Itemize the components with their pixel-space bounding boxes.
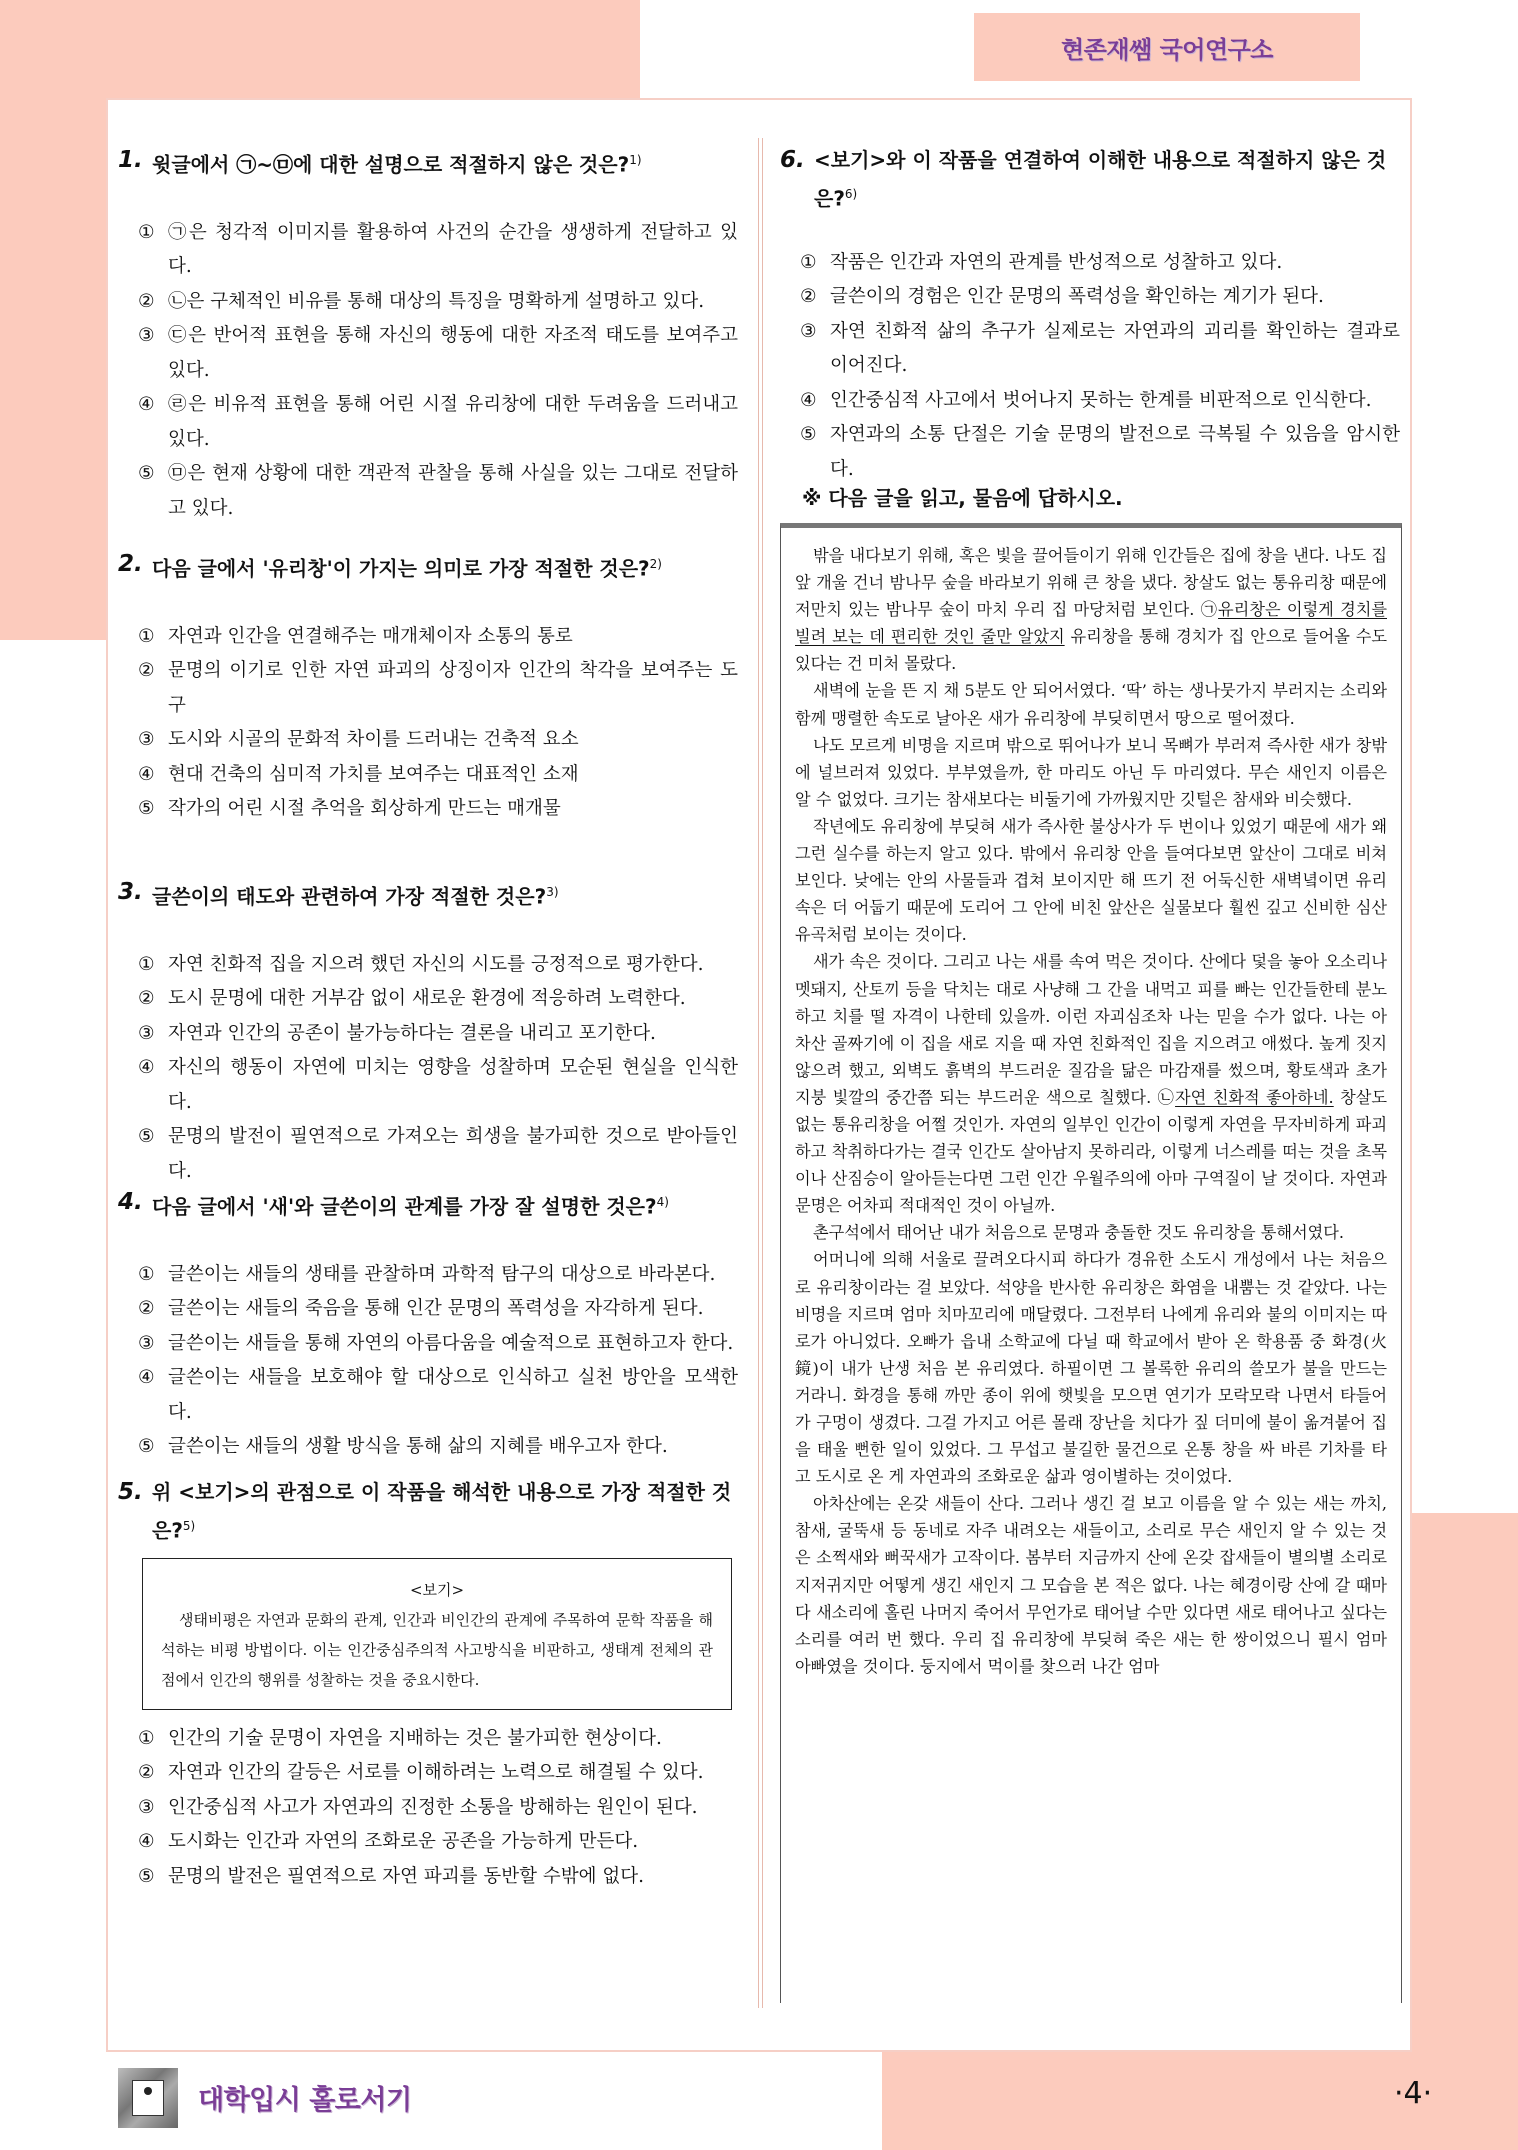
choice-list — [118, 1258, 738, 1465]
question-number: 4. — [118, 1189, 143, 1215]
choice-option[interactable]: ③ 글쓴이는 새들을 통해 자연의 아름다움을 예술적으로 표현하고자 한다. — [138, 1332, 734, 1354]
footnote-marker: 2) — [649, 557, 662, 571]
reading-instruction: ※ 다음 글을 읽고, 물음에 답하시오. — [802, 486, 1123, 510]
question-1 — [118, 143, 738, 547]
question-number: 2. — [118, 551, 143, 577]
passage-paragraph: 나도 모르게 비명을 지르며 밖으로 뛰어나가 보니 목뼈가 부러져 즉사한 새가 창밖에 널브러져 있었다. 부부였을까, 한 마리도 아닌 두 마리였다. 무슨 새인지 이름은 알 수 없었다. 크기는 참새보다는 비둘기에 가까웠지만 깃털은 참새와 비슷했다. — [795, 735, 1387, 809]
choice-option[interactable]: ③ ㉢은 반어적 표현을 통해 자신의 행동에 대한 자조적 태도를 보여주고 있다. — [138, 325, 738, 381]
choice-option[interactable]: ① ㉠은 청각적 이미지를 활용하여 사건의 순간을 생생하게 전달하고 있다. — [138, 221, 738, 278]
annotation-marker-2: ㉡ — [1157, 1087, 1176, 1107]
choice-option[interactable]: ④ 자신의 행동이 자연에 미치는 영향을 성찰하며 모순된 현실을 인식한다. — [138, 1057, 738, 1113]
choice-option[interactable]: ④ 현대 건축의 심미적 가치를 보여주는 대표적인 소재 — [138, 763, 579, 785]
right-column — [780, 143, 1400, 2003]
passage-paragraph: 작년에도 유리창에 부딪혀 새가 즉사한 불상사가 두 번이나 있었기 때문에 새가 왜 그런 실수를 하는지 알고 있다. 밖에서 유리창 안을 들여다보면 앞산이 그대로 비쳐 보인다. 낮에는 안의 사물들과 겹쳐 보이지만 해 뜨기 전 어둑신한 새벽녘이면 유리 속은 더 어둡기 때문에 도리어 그 안에 비친 앞산은 실물보다 훨씬 깊고 신비한 심산유곡처럼 보이는 것이다. — [795, 816, 1387, 945]
choice-option[interactable]: ④ 도시화는 인간과 자연의 조화로운 공존을 가능하게 만든다. — [138, 1831, 639, 1853]
choice-list — [118, 948, 738, 1190]
choice-list — [118, 216, 738, 527]
footnote-marker: 4) — [656, 1195, 669, 1209]
footer-title: 대학입시 홀로서기 — [198, 2085, 412, 2116]
reading-passage — [780, 523, 1402, 2003]
choice-list — [118, 620, 738, 827]
question-title: 3. 글쓴이의 태도와 관련하여 가장 적절한 것은?$^{3)}$ — [118, 875, 738, 914]
bogi-box — [142, 1558, 732, 1710]
choice-list — [118, 1722, 738, 1895]
bogi-title: <보기> — [409, 1580, 465, 1599]
bogi-body: 생태비평은 자연과 문화의 관계, 인간과 비인간의 관계에 주목하여 문학 작품을 해석하는 비평 방법이다. 이는 인간중심주의적 사고방식을 비판하고, 생태계 전체의 관점에서 인간의 행위를 성찰하는 것을 중요시한다. — [161, 1610, 713, 1689]
choice-option[interactable]: ④ 글쓴이는 새들을 보호해야 할 대상으로 인식하고 실천 방안을 모색한다. — [138, 1367, 738, 1423]
choice-list — [780, 246, 1400, 488]
choice-option[interactable]: ③ 도시와 시골의 문화적 차이를 드러내는 건축적 요소 — [138, 729, 579, 751]
question-number: 1. — [118, 147, 143, 173]
footnote-marker: 6) — [844, 187, 858, 201]
question-title: 6. <보기>와 이 작품을 연결하여 이해한 내용으로 적절하지 않은 것은?$^{6)}$ — [780, 143, 1400, 216]
question-title: 2. 다음 글에서 '유리창'이 가지는 의미로 가장 적절한 것은?$^{2)}$ — [118, 547, 738, 586]
column-divider — [758, 138, 763, 2008]
footer-logo-image — [118, 2068, 178, 2128]
choice-option[interactable]: ④ 인간중심적 사고에서 벗어나지 못하는 한계를 비판적으로 인식한다. — [800, 389, 1372, 411]
underlined-phrase-1: 유리창은 이렇게 경치를 빌려 보는 데 편리한 것인 줄만 알았지 — [795, 600, 1387, 647]
choice-option[interactable]: ① 글쓴이는 새들의 생태를 관찰하며 과학적 탐구의 대상으로 바라본다. — [138, 1263, 716, 1285]
passage-paragraph: 새가 속은 것이다. 그리고 나는 새를 속여 먹은 것이다. 산에다 덫을 놓아 오소리나 멧돼지, 산토끼 등을 닥치는 대로 사냥해 그 간을 내먹고 피를 빠는 인간들한테 분노하고 치를 떨 자격이 나한테 있을까. 이런 자괴심조차 나는 믿을 수가 없다. 나는 아차산 골짜기에 이 집을 새로 지을 때 자연 친화적인 집을 지으려고 애썼다. 높게 짓지 않으려 했고, 외벽도 흙벽의 부드러운 질감을 닮은 마감재를 썼으며, 황토색과 초가지붕 빛깔의 중간쯤 되는 부드러운 색으로 칠했다. ㉡자연 친화적 좋아하네. 창살도 없는 통유리창을 어쩔 것인가. 자연의 일부인 인간이 이렇게 자연을 무자비하게 파괴하고 착취하다가는 결국 인간도 살아남지 못하리라, 이렇게 너스레를 떠는 것을 초목이나 산짐승이 알아듣는다면 그런 인간 우월주의에 아마 구역질이 날 것이다. 자연과 문명은 어차피 적대적인 것이 아닐까. — [795, 952, 1388, 1216]
question-title: 1. 윗글에서 ㉠~㉤에 대한 설명으로 적절하지 않은 것은?$^{1)}$ — [118, 143, 738, 182]
choice-option[interactable]: ⑤ 글쓴이는 새들의 생활 방식을 통해 삶의 지혜를 배우고자 한다. — [138, 1436, 668, 1458]
choice-option[interactable]: ② 자연과 인간의 갈등은 서로를 이해하려는 노력으로 해결될 수 있다. — [138, 1762, 704, 1784]
choice-option[interactable]: ④ ㉣은 비유적 표현을 통해 어린 시절 유리창에 대한 두려움을 드러내고 있다. — [138, 394, 738, 450]
choice-option[interactable]: ① 작품은 인간과 자연의 관계를 반성적으로 성찰하고 있다. — [800, 251, 1283, 273]
header-brand-text: 현존재쌤 국어연구소 — [1060, 35, 1273, 64]
signboard-icon — [132, 2080, 164, 2116]
question-number: 5. — [118, 1479, 143, 1505]
choice-option[interactable]: ⑤ ㉤은 현재 상황에 대한 객관적 관찰을 통해 사실을 있는 그대로 전달하고 있다. — [138, 463, 738, 519]
passage-paragraph: 아차산에는 온갖 새들이 산다. 그러나 생긴 걸 보고 이름을 알 수 있는 새는 까치, 참새, 굴뚝새 등 동네로 자주 내려오는 새들이고, 소리로 무슨 새인지 알 수 있는 것은 소쩍새와 뻐꾹새가 고작이다. 봄부터 지금까지 산에 온갖 잡새들이 별의별 소리로 지저귀지만 어떻게 생긴 새인지 그 모습을 본 적은 없다. 나는 혜경이랑 산에 갈 때마다 새소리에 홀린 나머지 죽어서 무언가로 태어날 수만 있다면 새로 태어나고 싶다는 소리를 여러 번 했다. 우리 집 유리창에 부딪혀 죽은 새는 한 쌍이었으니 필시 엄마 아빠였을 것이다. 둥지에서 먹이를 찾으러 나간 엄마 — [795, 1494, 1387, 1676]
choice-option[interactable]: ③ 자연 친화적 삶의 추구가 실제로는 자연과의 괴리를 확인하는 결과로 이어진다. — [800, 320, 1400, 377]
choice-option[interactable]: ② 글쓴이의 경험은 인간 문명의 폭력성을 확인하는 계기가 된다. — [800, 286, 1324, 308]
page-number: ·4· — [1394, 2076, 1433, 2111]
question-3 — [118, 875, 738, 1185]
footnote-marker: 3) — [546, 885, 559, 899]
question-title: 5. 위 <보기>의 관점으로 이 작품을 해석한 내용으로 가장 적절한 것은?$^{5)}$ — [118, 1475, 738, 1548]
choice-option[interactable]: ② 도시 문명에 대한 거부감 없이 새로운 환경에 적응하려 노력한다. — [138, 988, 686, 1010]
question-number: 6. — [780, 147, 805, 173]
decorative-pink-strip-left — [0, 0, 106, 640]
footnote-marker: 5) — [182, 1519, 196, 1533]
question-6 — [780, 143, 1400, 481]
question-title: 4. 다음 글에서 '새'와 글쓴이의 관계를 가장 잘 설명한 것은?$^{4)}$ — [118, 1185, 738, 1224]
question-number: 3. — [118, 879, 143, 905]
choice-option[interactable]: ② 글쓴이는 새들의 죽음을 통해 인간 문명의 폭력성을 자각하게 된다. — [138, 1298, 704, 1320]
choice-option[interactable]: ⑤ 자연과의 소통 단절은 기술 문명의 발전으로 극복될 수 있음을 암시한다. — [800, 424, 1400, 480]
choice-option[interactable]: ① 자연과 인간을 연결해주는 매개체이자 소통의 통로 — [138, 625, 573, 647]
choice-option[interactable]: ⑤ 문명의 발전은 필연적으로 자연 파괴를 동반할 수밖에 없다. — [138, 1865, 644, 1887]
choice-option[interactable]: ⑤ 작가의 어린 시절 추억을 회상하게 만드는 매개물 — [138, 798, 561, 820]
choice-option[interactable]: ① 인간의 기술 문명이 자연을 지배하는 것은 불가피한 현상이다. — [138, 1727, 662, 1749]
question-2 — [118, 547, 738, 875]
header-brand-badge — [974, 13, 1360, 81]
choice-option[interactable]: ① 자연 친화적 집을 지으려 했던 자신의 시도를 긍정적으로 평가한다. — [138, 953, 704, 975]
choice-option[interactable]: ③ 인간중심적 사고가 자연과의 진정한 소통을 방해하는 원인이 된다. — [138, 1796, 698, 1818]
annotation-marker-1: ㉠ — [1200, 600, 1219, 620]
left-column — [118, 143, 738, 1894]
choice-option[interactable]: ② 문명의 이기로 인한 자연 파괴의 상징이자 인간의 착각을 보여주는 도구 — [138, 660, 738, 716]
underlined-phrase-2: 자연 친화적 좋아하네. — [1175, 1087, 1334, 1107]
footnote-marker: 1) — [629, 153, 642, 167]
choice-option[interactable]: ② ㉡은 구체적인 비유를 통해 대상의 특징을 명확하게 설명하고 있다. — [138, 290, 705, 312]
passage-paragraph: 어머니에 의해 서울로 끌려오다시피 하다가 경유한 소도시 개성에서 나는 처음으로 유리창이라는 걸 보았다. 석양을 반사한 유리창은 화염을 내뿜는 것 같았다. 나는 비명을 지르며 엄마 치마꼬리에 매달렸다. 그전부터 나에게 유리와 불의 이미지는 따로가 아니었다. 오빠가 읍내 소학교에 다닐 때 학교에서 받아 온 학용품 중 화경(火鏡)이 내가 난생 처음 본 유리였다. 하필이면 그 볼록한 유리의 쓸모가 불을 만드는 거라니. 화경을 통해 까만 종이 위에 햇빛을 모으면 연기가 모락모락 나면서 타들어 가 구멍이 생겼다. 그걸 가지고 어른 몰래 장난을 치다가 짚 더미에 불이 옮겨붙어 집을 태울 뻔한 일이 있었다. 그 무섭고 불길한 물건으로 온통 창을 싸 바른 기차를 타고 도시로 온 게 자연과의 조화로운 삶과 영이별하는 것이었다. — [795, 1250, 1387, 1487]
choice-option[interactable]: ⑤ 문명의 발전이 필연적으로 가져오는 희생을 불가피한 것으로 받아들인다. — [138, 1126, 738, 1182]
passage-paragraph: 밖을 내다보기 위해, 혹은 빛을 끌어들이기 위해 인간들은 집에 창을 낸다. 나도 집 앞 개울 건너 밤나무 숲을 바라보기 위해 큰 창을 냈다. 창살도 없는 통유리창 때문에 저만치 있는 밤나무 숲이 마치 우리 집 마당처럼 보인다. ㉠유리창은 이렇게 경치를 빌려 보는 데 편리한 것인 줄만 알았지 유리창을 통해 경치가 집 안으로 들어올 수도 있다는 건 미처 몰랐다. — [795, 546, 1387, 674]
passage-paragraph: 새벽에 눈을 뜬 지 채 5분도 안 되어서였다. ‘딱’ 하는 생나뭇가지 부러지는 소리와 함께 맹렬한 속도로 날아온 새가 유리창에 부딪히면서 땅으로 떨어졌다. — [795, 681, 1387, 728]
question-5 — [118, 1475, 738, 1894]
choice-option[interactable]: ③ 자연과 인간의 공존이 불가능하다는 결론을 내리고 포기한다. — [138, 1022, 656, 1044]
question-4 — [118, 1185, 738, 1475]
passage-paragraph: 촌구석에서 태어난 내가 처음으로 문명과 충돌한 것도 유리창을 통해서였다. — [813, 1223, 1345, 1243]
